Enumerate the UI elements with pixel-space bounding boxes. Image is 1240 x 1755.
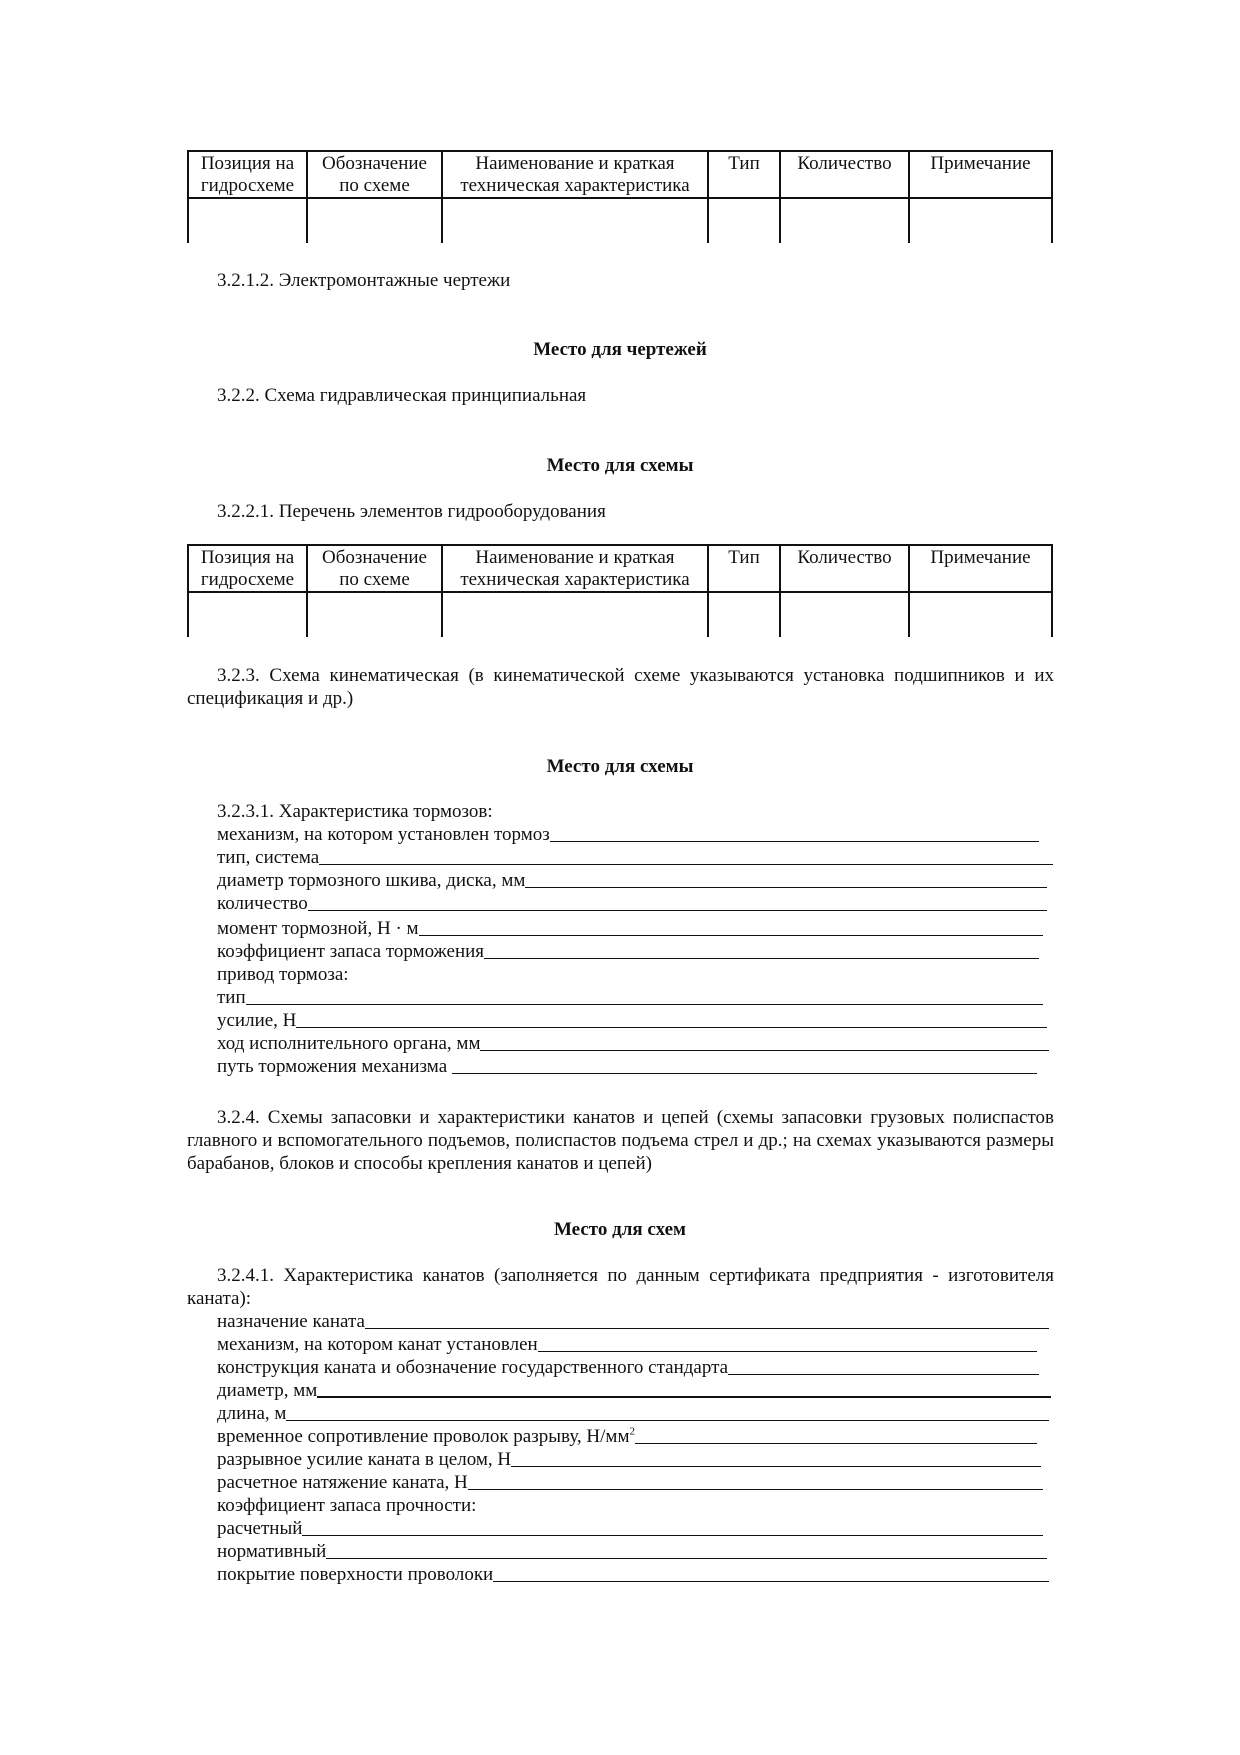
field-label: покрытие поверхности проволоки <box>217 1564 494 1585</box>
brake-stroke-field[interactable] <box>217 1032 1049 1055</box>
place-scheme-heading-2: Место для схемы <box>546 756 694 777</box>
header-name: Наименование и краткая техническая характеристика <box>442 151 708 198</box>
field-label: конструкция каната и обозначение государственного стандарта <box>217 1357 729 1378</box>
rope-breaking-force-field[interactable] <box>217 1448 1041 1471</box>
field-label: тип <box>217 987 246 1008</box>
field-label: расчетное натяжение каната, Н <box>217 1472 468 1493</box>
table-row <box>188 198 1052 243</box>
section-3241: 3.2.4.1. Характеристика канатов (заполняется по данным сертификата предприятия - изготовителя каната): <box>187 1265 1054 1309</box>
field-label: механизм, на котором установлен тормоз <box>217 824 550 845</box>
header-type: Тип <box>708 151 780 198</box>
brake-force-field[interactable] <box>217 1009 1047 1032</box>
field-label <box>217 1425 635 1448</box>
brake-pulley-diameter-field[interactable] <box>217 869 1047 892</box>
place-schemes-heading: Место для схем <box>554 1219 686 1240</box>
rope-purpose-field[interactable] <box>217 1310 1049 1333</box>
rope-safety-factor-label: коэффициент запаса прочности: <box>217 1495 477 1516</box>
spec-table-2 <box>187 544 1053 637</box>
fill-line[interactable] <box>246 1004 1043 1005</box>
field-label: механизм, на котором канат установлен <box>217 1334 538 1355</box>
field-label: диаметр, мм <box>217 1380 318 1401</box>
fill-line[interactable] <box>319 864 1053 865</box>
header-quantity: Количество <box>780 151 909 198</box>
rope-tension-field[interactable] <box>217 1471 1043 1494</box>
fill-line[interactable] <box>419 935 1043 936</box>
rope-diameter-field[interactable] <box>217 1379 1051 1402</box>
table-cell[interactable] <box>708 592 780 637</box>
table-cell[interactable] <box>307 198 442 243</box>
table-cell[interactable] <box>442 592 708 637</box>
rope-calculated-field[interactable] <box>217 1517 1043 1540</box>
table-cell[interactable] <box>780 198 909 243</box>
fill-line[interactable] <box>286 1420 1049 1421</box>
table-cell[interactable] <box>909 198 1052 243</box>
brake-distance-field[interactable] <box>217 1055 1037 1078</box>
spec-table-1 <box>187 150 1053 243</box>
fill-line[interactable] <box>525 887 1047 888</box>
fill-line[interactable] <box>296 1027 1047 1028</box>
header-position: Позиция на гидросхеме <box>188 151 307 198</box>
fill-line[interactable] <box>493 1581 1049 1582</box>
fill-line[interactable] <box>728 1374 1039 1375</box>
field-label: усилие, Н <box>217 1010 297 1031</box>
brake-drive-label: привод тормоза: <box>217 964 349 985</box>
fill-line[interactable] <box>550 841 1039 842</box>
section-3221: 3.2.2.1. Перечень элементов гидрооборудования <box>217 501 606 522</box>
fill-line[interactable] <box>635 1443 1037 1444</box>
table-cell[interactable] <box>442 198 708 243</box>
table-row <box>188 592 1052 637</box>
field-label: назначение каната <box>217 1311 365 1332</box>
section-322: 3.2.2. Схема гидравлическая принципиальная <box>217 385 587 406</box>
fill-line[interactable] <box>452 1073 1037 1074</box>
brake-type-system-field[interactable] <box>217 846 1053 869</box>
rope-construction-field[interactable] <box>217 1356 1039 1379</box>
section-324: 3.2.4. Схемы запасовки и характеристики канатов и цепей (схемы запасовки грузовых полиспастов главного и вспомогательного подъемов, полиспастов подъема стрел и др.; на схемах указываются размеры барабанов, блоков и способы крепления канатов и цепей) <box>187 1107 1054 1174</box>
field-label: расчетный <box>217 1518 303 1539</box>
rope-tensile-strength-field[interactable] <box>217 1425 1037 1448</box>
fill-line[interactable] <box>308 910 1047 911</box>
table-cell[interactable] <box>188 592 307 637</box>
fill-line[interactable] <box>538 1351 1037 1352</box>
field-label-text: временное сопротивление проволок разрыву, Н/мм <box>217 1426 630 1447</box>
brake-mechanism-field[interactable] <box>217 823 1039 846</box>
section-3212: 3.2.1.2. Электромонтажные чертежи <box>217 270 511 291</box>
fill-line[interactable] <box>317 1396 1051 1398</box>
header-note: Примечание <box>909 151 1052 198</box>
fill-line[interactable] <box>302 1535 1043 1536</box>
field-label: коэффициент запаса торможения <box>217 941 485 962</box>
header-name: Наименование и краткая техническая характеристика <box>442 545 708 592</box>
superscript: 2 <box>629 1425 635 1438</box>
field-label: нормативный <box>217 1541 327 1562</box>
header-position: Позиция на гидросхеме <box>188 545 307 592</box>
table-cell[interactable] <box>307 592 442 637</box>
field-label: ход исполнительного органа, мм <box>217 1033 481 1054</box>
fill-line[interactable] <box>365 1328 1049 1329</box>
field-label: путь торможения механизма <box>217 1056 452 1077</box>
place-scheme-heading-1: Место для схемы <box>546 455 694 476</box>
table-cell[interactable] <box>708 198 780 243</box>
field-label: количество <box>217 893 308 914</box>
rope-length-field[interactable] <box>217 1402 1049 1425</box>
rope-normative-field[interactable] <box>217 1540 1047 1563</box>
header-designation: Обозначение по схеме <box>307 151 442 198</box>
field-label: момент тормозной, Н · м <box>217 918 419 939</box>
table-cell[interactable] <box>188 198 307 243</box>
table-header-row <box>188 545 1052 592</box>
fill-line[interactable] <box>480 1050 1049 1051</box>
brake-safety-factor-field[interactable] <box>217 940 1039 963</box>
rope-mechanism-field[interactable] <box>217 1333 1037 1356</box>
fill-line[interactable] <box>468 1489 1043 1490</box>
field-label: диаметр тормозного шкива, диска, мм <box>217 870 526 891</box>
field-label: разрывное усилие каната в целом, Н <box>217 1449 512 1470</box>
brake-quantity-field[interactable] <box>217 892 1047 915</box>
header-type: Тип <box>708 545 780 592</box>
table-cell[interactable] <box>780 592 909 637</box>
fill-line[interactable] <box>326 1558 1047 1559</box>
fill-line[interactable] <box>484 958 1039 959</box>
brake-torque-field[interactable] <box>217 917 1043 940</box>
rope-wire-coating-field[interactable] <box>217 1563 1049 1586</box>
field-label: тип, система <box>217 847 320 868</box>
header-note: Примечание <box>909 545 1052 592</box>
brake-drive-type-field[interactable] <box>217 986 1043 1009</box>
table-header-row <box>188 151 1052 198</box>
section-323: 3.2.3. Схема кинематическая (в кинематической схеме указываются установка подшипников и их спецификация и др.) <box>187 665 1054 709</box>
header-designation: Обозначение по схеме <box>307 545 442 592</box>
fill-line[interactable] <box>511 1466 1041 1467</box>
header-quantity: Количество <box>780 545 909 592</box>
field-label: длина, м <box>217 1403 287 1424</box>
place-drawings-heading: Место для чертежей <box>533 339 707 360</box>
section-3231: 3.2.3.1. Характеристика тормозов: <box>217 801 493 822</box>
table-cell[interactable] <box>909 592 1052 637</box>
